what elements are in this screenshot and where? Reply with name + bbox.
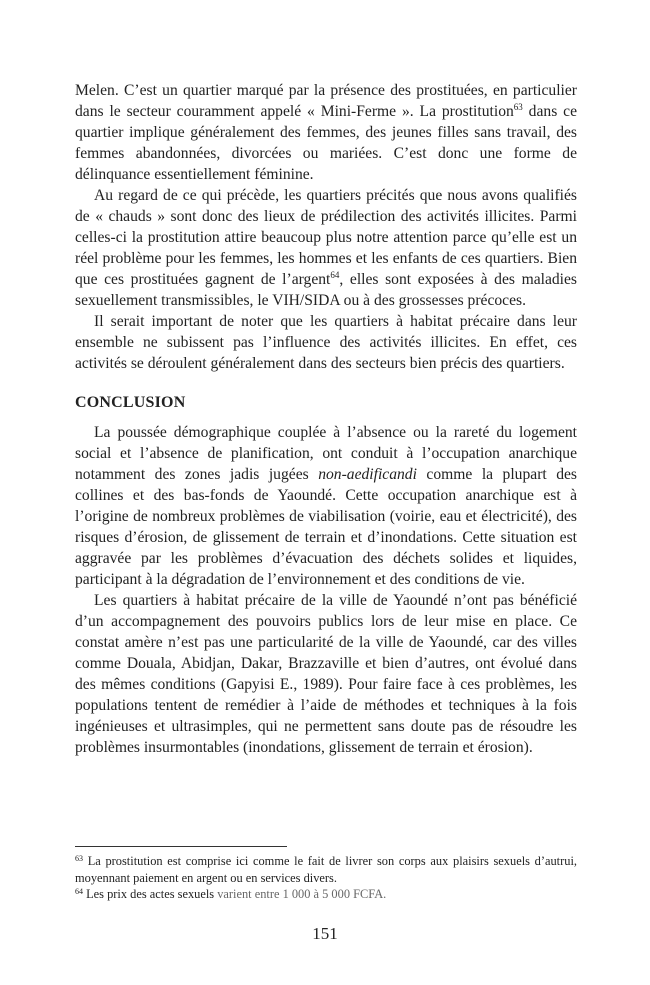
paragraph-text: , elles sont exposées à des maladies sexuellement transmissibles, le VIH/SIDA ou à des grossesses précoces.: [75, 271, 577, 309]
footnote-ref-64[interactable]: 64: [330, 270, 340, 280]
footnote-ref-63[interactable]: 63: [513, 102, 523, 112]
paragraph-habitat-precaire: Il serait important de noter que les quartiers à habitat précaire dans leur ensemble ne subissent pas l’influence des activités illicites. En effet, ces activités se déroulent généralement dans des secteurs bien précis des quartiers.: [75, 313, 577, 372]
footnote-63: [75, 853, 577, 886]
footnote-text: La prostitution est comprise ici comme le fait de livrer son corps aux plaisirs sexuels d’autrui, moyennant paiement en argent ou en services divers.: [75, 854, 577, 885]
paragraph-conclusion-2: Les quartiers à habitat précaire de la ville de Yaoundé n’ont pas bénéficié d’un accompagnement des pouvoirs publics lors de leur mise en place. Ce constat amère n’est pas une particularité de la ville de Yaoundé, car des villes comme Douala, Abidjan, Dakar, Brazzaville et bien d’autres, ont évolué dans des mêmes conditions (Gapyisi E., 1989). Pour faire face à ces problèmes, les populations tentent de remédier à l’aide de méthodes et techniques à la fois ingénieuses et ultrasimples, qui ne permettent sans doute pas de résoudre les problèmes insurmontables (inondations, glissement de terrain et érosion).: [75, 592, 577, 756]
paragraph-text: Melen. C’est un quartier marqué par la présence des prostituées, en particulier dans le secteur couramment appelé « Mini-Ferme ». La prostitution: [75, 82, 577, 120]
footnote-number: 64: [75, 887, 83, 896]
paragraph-quartiers-chauds: [75, 185, 577, 311]
paragraph-melen: [75, 80, 577, 185]
footnote-number: 63: [75, 854, 83, 863]
page-number: 151: [312, 924, 338, 943]
footnote-text-highlighted: varient entre 1 000 à 5 000 FCFA.: [217, 887, 387, 901]
page-body: [75, 80, 577, 758]
section-heading-conclusion: CONCLUSION: [75, 394, 186, 411]
paragraph-conclusion-1: [75, 422, 577, 590]
paragraph-text: comme la plupart des collines et des bas-fonds de Yaoundé. Cette occupation anarchique est à l’origine de nombreux problèmes de viabilisation (voirie, eau et électricité), des risques d’érosion, de glissement de terrain et d’inondations. Cette situation est aggravée par les problèmes d’évacuation des déchets solides et liquides, participant à la dégradation de l’environnement et des conditions de vie.: [75, 466, 578, 588]
paragraph-text: Au regard de ce qui précède, les quartiers précités que nous avons qualifiés de « chauds » sont donc des lieux de prédilection des activités illicites. Parmi celles-ci la prostitution attire beaucoup plus notre attention parce qu’elle est un réel problème pour les femmes, les hommes et les enfants de ces quartiers. Bien que ces prostituées gagnent de l’argent: [75, 187, 577, 288]
italic-term: non-aedificandi: [318, 466, 417, 483]
paragraph-text: dans ce quartier implique généralement des femmes, des jeunes filles sans travail, des femmes abandonnées, divorcées ou mariées. C’est donc une forme de délinquance essentiellement féminine.: [75, 103, 577, 183]
paragraph-text: La poussée démographique couplée à l’absence ou la rareté du logement social et l’absence de planification, ont conduit à l’occupation anarchique notamment des zones jadis jugées: [75, 424, 577, 483]
footnotes: [75, 853, 577, 903]
footnote-text: Les prix des actes sexuels: [83, 887, 218, 901]
footnote-divider: [75, 846, 287, 847]
footnote-64: [75, 886, 577, 903]
